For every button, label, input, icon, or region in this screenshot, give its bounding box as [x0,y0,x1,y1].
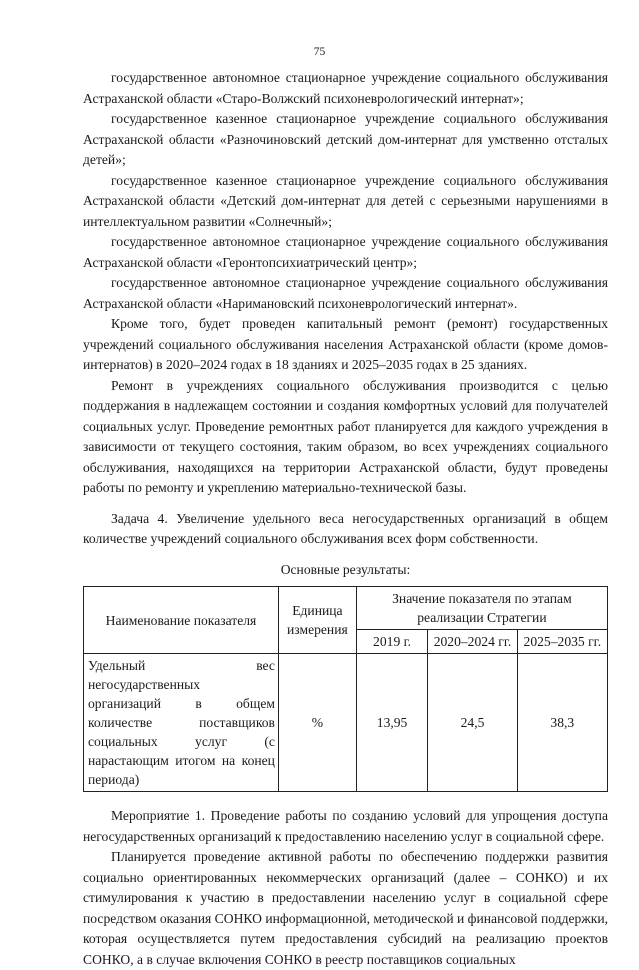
paragraph-sonko-support: Планируется проведение активной работы по обеспечению поддержки развития социально ориентированных некоммерческих организаций (далее – СОНКО) и их стимулирования к участию в предоставлении населению услуг в социальной сфере посредством оказания СОНКО информационной, методической и финансовой поддержки, которая осуществляется путем предоставления субсидий на реализацию проектов СОНКО, а в случае включения СОНКО в реестр поставщиков социальных [83,849,608,967]
value-2019-cell: 13,95 [356,654,428,792]
paragraph-repair-purpose: Ремонт в учреждениях социального обслуживания производится с целью поддержания в надлежащем состоянии и создания комфортных условий для получателей социальных услуг. Проведение ремонтных работ планируется для каждого учреждения в зависимости от текущего состояния, таким образом, во всех учреждениях социального обслуживания, находящихся на территории Астраханской области, будут проведены работы по ремонту и укреплению материально-технической базы. [83,377,608,495]
page-number: 75 [313,46,326,58]
paragraph-institution-3: государственное казенное стационарное учреждение социального обслуживания Астраханской области «Детский дом-интернат для детей с серьезными нарушениями в интеллектуальном развитии «Солнечный»; [83,172,608,229]
results-table [83,586,608,792]
header-period-2020-2024: 2020–2024 гг. [428,630,517,654]
paragraph-measure-1: Мероприятие 1. Проведение работы по созданию условий для упрощения доступа негосударственных организаций к предоставлению населению услуг в социальной сфере. [83,808,608,844]
value-2025-2035-cell: 38,3 [517,654,607,792]
header-period-2019: 2019 г. [356,630,428,654]
unit-cell: % [278,654,356,792]
paragraph-institution-2: государственное казенное стационарное учреждение социального обслуживания Астраханской области «Разночиновский детский дом-интернат для умственно отсталых детей»; [83,111,608,167]
header-unit: Единица измерения [278,587,356,654]
header-indicator-name: Наименование показателя [84,587,279,654]
paragraph-institution-4: государственное автономное стационарное учреждение социального обслуживания Астраханской области «Геронтопсихиатрический центр»; [83,234,608,270]
paragraph-capital-repair: Кроме того, будет проведен капитальный ремонт (ремонт) государственных учреждений социального обслуживания населения Астраханской области (кроме домов-интернатов) в 2020–2024 годах в 18 зданиях и 2025–2035 годах в 25 зданиях. [83,316,608,372]
value-2020-2024-cell: 24,5 [428,654,517,792]
header-period-2025-2035: 2025–2035 гг. [517,630,607,654]
table-row [84,654,608,792]
indicator-name-cell: Удельный вес негосударственных организаций в общем количестве поставщиков социальных услуг (с нарастающим итогом на конец периода) [84,654,279,792]
page-body [83,68,608,970]
results-caption: Основные результаты: [280,561,411,577]
header-values-by-stage: Значение показателя по этапам реализации Стратегии [356,587,607,630]
paragraph-task-4: Задача 4. Увеличение удельного веса негосударственных организаций в общем количестве учреждений социального обслуживания всех форм собственности. [83,510,608,546]
paragraph-institution-1: государственное автономное стационарное учреждение социального обслуживания Астраханской области «Старо-Волжский психоневрологический интернат»; [83,70,608,106]
paragraph-institution-5: государственное автономное стационарное учреждение социального обслуживания Астраханской области «Наримановский психоневрологический интернат». [83,275,608,311]
